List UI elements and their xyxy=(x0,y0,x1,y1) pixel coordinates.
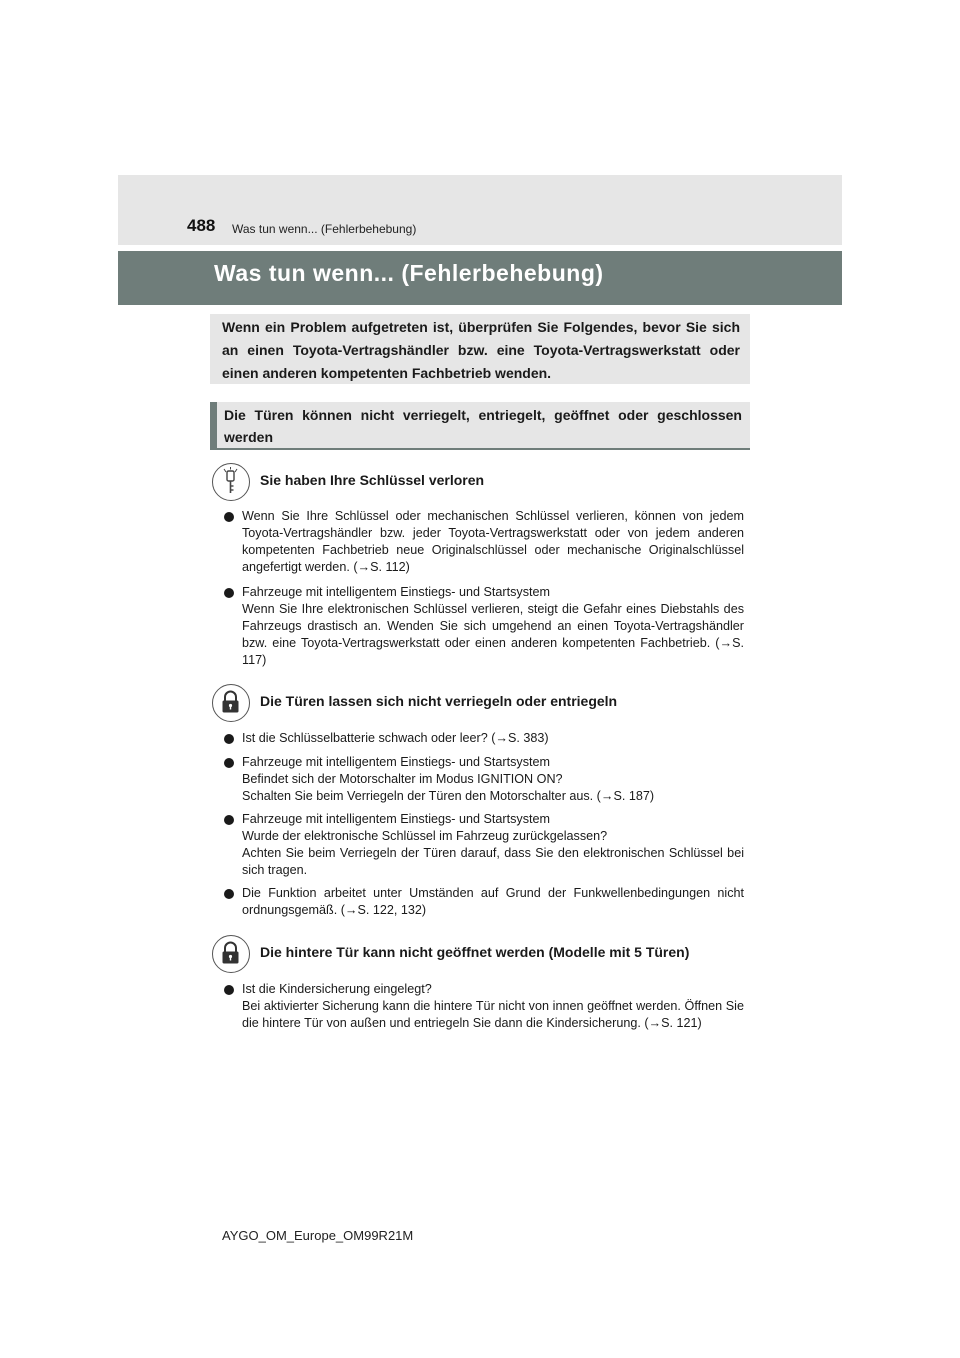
list-item xyxy=(224,730,744,747)
bullet-dot xyxy=(224,512,234,522)
list-item-text: Ist die Schlüsselbatterie schwach oder leer? (→S. 383) xyxy=(242,731,549,745)
bullet-dot xyxy=(224,734,234,744)
list-item-text: Ist die Kindersicherung eingelegt? Bei aktivierter Sicherung kann die hintere Tür nicht von innen geöffnet werden. Öffnen Sie die hintere Tür von außen und entriegeln Sie dann die Kindersicherung. (→S. 121) xyxy=(242,982,744,1030)
bullet-dot xyxy=(224,588,234,598)
list-item xyxy=(224,885,744,919)
subsection-heading: Die Türen lassen sich nicht verriegeln oder entriegeln xyxy=(260,693,618,709)
subsection-heading: Sie haben Ihre Schlüssel verloren xyxy=(260,472,485,488)
list-item xyxy=(224,754,744,805)
lock-icon xyxy=(212,684,250,722)
list-item-text: Fahrzeuge mit intelligentem Einstiegs- und Startsystem Wenn Sie Ihre elektronischen Schlüssel verlieren, steigt die Gefahr eines Diebstahls des Fahrzeugs drastisch an. Wenden Sie sich umgehend an einen Toyota-Vertragshändler bzw. eine Toyota-Vertragswerkstatt oder einen anderen kompetenten Fachbetrieb. (→S. 117) xyxy=(242,585,744,667)
key-icon xyxy=(212,463,250,501)
page-number: 488 xyxy=(187,216,216,235)
lock-icon xyxy=(212,935,250,973)
bullet-dot xyxy=(224,815,234,825)
list-item xyxy=(224,584,744,669)
bullet-dot xyxy=(224,985,234,995)
list-item-text: Fahrzeuge mit intelligentem Einstiegs- und Startsystem Wurde der elektronische Schlüssel im Fahrzeug zurückgelassen? Achten Sie beim Verriegeln der Türen darauf, dass Sie den elektronischen Schlüssel bei sich tragen. xyxy=(242,812,744,877)
header-band xyxy=(118,175,842,245)
section-heading: Die Türen können nicht verriegelt, entriegelt, geöffnet oder geschlossen werden xyxy=(224,407,742,445)
intro-text: Wenn ein Problem aufgetreten ist, überprüfen Sie Folgendes, bevor Sie sich an einen Toyota-Vertragshändler bzw. eine Toyota-Vertragswerkstatt oder einen anderen kompetenten Fachbetrieb wenden. xyxy=(222,319,740,381)
bullet-dot xyxy=(224,889,234,899)
page-title: Was tun wenn... (Fehlerbehebung) xyxy=(214,260,604,286)
footer-doc-code: AYGO_OM_Europe_OM99R21M xyxy=(222,1228,414,1243)
running-head: Was tun wenn... (Fehlerbehebung) xyxy=(232,222,417,236)
list-item xyxy=(224,508,744,576)
list-item-text: Fahrzeuge mit intelligentem Einstiegs- und Startsystem Befindet sich der Motorschalter im Modus IGNITION ON? Schalten Sie beim Verriegeln der Türen den Motorschalter aus. (→S. 187) xyxy=(242,755,655,803)
subsection-heading: Die hintere Tür kann nicht geöffnet werden (Modelle mit 5 Türen) xyxy=(260,944,690,960)
list-item xyxy=(224,981,744,1032)
list-item xyxy=(224,811,744,879)
list-item-text: Wenn Sie Ihre Schlüssel oder mechanischen Schlüssel verlieren, können von jedem Toyota-Vertragshändler bzw. jeder Toyota-Vertragswerkstatt oder von jedem anderen kompetenten Fachbetrieb neue Originalschlüssel oder mechanische Originalschlüssel angefertigt werden. (→S. 112) xyxy=(242,509,744,574)
section-heading-bar xyxy=(210,402,217,448)
bullet-dot xyxy=(224,758,234,768)
list-item-text: Die Funktion arbeitet unter Umständen auf Grund der Funkwellenbedingungen nicht ordnungsgemäß. (→S. 122, 132) xyxy=(242,886,744,917)
